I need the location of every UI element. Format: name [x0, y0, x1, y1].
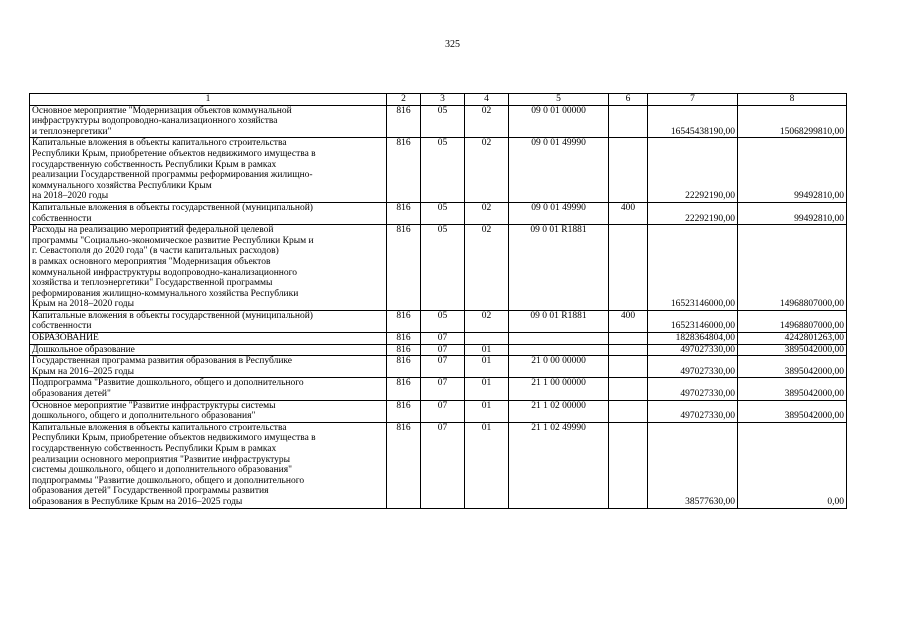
row-code-3: 07	[421, 344, 465, 356]
row-code-4	[465, 333, 509, 345]
row-code-6	[609, 138, 648, 203]
row-name: Капитальные вложения в объекты капитального строительства Республики Крым, приобретение объектов недвижимого имущества в государственную собственность Республики Крым в рамках реализации Государственной программы реформирования жилищно- коммунального хозяйства Республики Крым на 2018–2020 годы	[30, 138, 387, 203]
table-header-row	[30, 94, 847, 106]
row-code-5	[509, 344, 609, 356]
row-code-6	[609, 422, 648, 508]
row-name: Основное мероприятие "Модернизация объектов коммунальной инфраструктуры водопроводно-канализационного хозяйства и теплоэнергетики"	[30, 105, 387, 138]
row-code-3: 05	[421, 138, 465, 203]
row-code-4: 02	[465, 105, 509, 138]
row-amount-8: 4242801263,00	[738, 333, 847, 345]
row-code-2: 816	[387, 333, 421, 345]
row-code-4: 01	[465, 378, 509, 400]
row-code-5: 21 1 02 49990	[509, 422, 609, 508]
row-code-3: 05	[421, 310, 465, 332]
row-code-3: 05	[421, 202, 465, 224]
row-code-3: 07	[421, 378, 465, 400]
row-code-5: 21 1 02 00000	[509, 400, 609, 422]
row-code-4: 01	[465, 400, 509, 422]
row-code-5: 09 0 01 49990	[509, 138, 609, 203]
row-amount-7: 38577630,00	[648, 422, 738, 508]
row-code-2: 816	[387, 378, 421, 400]
row-code-4: 02	[465, 138, 509, 203]
header-cell: 4	[465, 94, 509, 106]
table-row	[30, 333, 847, 345]
row-code-3: 05	[421, 105, 465, 138]
row-code-6	[609, 333, 648, 345]
row-amount-7: 16523146000,00	[648, 310, 738, 332]
row-name: Государственная программа развития образования в Республике Крым на 2016–2025 годы	[30, 356, 387, 378]
row-code-5: 09 0 01 R1881	[509, 225, 609, 311]
table-row	[30, 400, 847, 422]
row-code-3: 07	[421, 422, 465, 508]
row-code-6	[609, 225, 648, 311]
row-code-5: 09 0 01 49990	[509, 202, 609, 224]
row-name: Капитальные вложения в объекты государственной (муниципальной) собственности	[30, 202, 387, 224]
row-code-2: 816	[387, 310, 421, 332]
row-name: Капитальные вложения в объекты государственной (муниципальной) собственности	[30, 310, 387, 332]
row-code-2: 816	[387, 225, 421, 311]
row-code-2: 816	[387, 202, 421, 224]
row-amount-7: 497027330,00	[648, 344, 738, 356]
row-code-5: 21 1 00 00000	[509, 378, 609, 400]
row-amount-7: 1828364804,00	[648, 333, 738, 345]
row-name: Основное мероприятие "Развитие инфраструктуры системы дошкольного, общего и дополнительного образования"	[30, 400, 387, 422]
header-cell: 7	[648, 94, 738, 106]
row-amount-7: 16523146000,00	[648, 225, 738, 311]
row-code-2: 816	[387, 138, 421, 203]
header-cell: 3	[421, 94, 465, 106]
row-code-4: 02	[465, 202, 509, 224]
row-code-4: 01	[465, 344, 509, 356]
header-cell: 5	[509, 94, 609, 106]
table-row	[30, 378, 847, 400]
row-code-4: 02	[465, 225, 509, 311]
row-code-6: 400	[609, 202, 648, 224]
table-row	[30, 310, 847, 332]
table-row	[30, 202, 847, 224]
row-code-5: 09 0 01 R1881	[509, 310, 609, 332]
row-amount-7: 16545438190,00	[648, 105, 738, 138]
row-code-5	[509, 333, 609, 345]
row-code-2: 816	[387, 344, 421, 356]
row-amount-8: 3895042000,00	[738, 400, 847, 422]
row-code-6	[609, 378, 648, 400]
row-amount-7: 497027330,00	[648, 356, 738, 378]
row-amount-8: 99492810,00	[738, 138, 847, 203]
row-code-2: 816	[387, 356, 421, 378]
table-row	[30, 356, 847, 378]
header-cell: 6	[609, 94, 648, 106]
row-amount-7: 497027330,00	[648, 378, 738, 400]
row-amount-8: 3895042000,00	[738, 356, 847, 378]
row-amount-8: 3895042000,00	[738, 344, 847, 356]
header-cell: 1	[30, 94, 387, 106]
row-amount-8: 14968807000,00	[738, 310, 847, 332]
row-code-6	[609, 400, 648, 422]
row-code-4: 02	[465, 310, 509, 332]
table-row	[30, 344, 847, 356]
table-row	[30, 225, 847, 311]
row-name: Подпрограмма "Развитие дошкольного, общего и дополнительного образования детей"	[30, 378, 387, 400]
row-code-6: 400	[609, 310, 648, 332]
row-name: Расходы на реализацию мероприятий федеральной целевой программы "Социально-экономическое развитие Республики Крым и г. Севастополя до 2020 года" (в части капитальных расходов) в рамках основного мероприятия "Модернизация объектов коммунальной инфраструктуры водопроводно-канализационного хозяйства и теплоэнергетики" Государственной программы реформирования жилищно-коммунального хозяйства Республики Крым на 2018–2020 годы	[30, 225, 387, 311]
table-row	[30, 138, 847, 203]
row-code-3: 07	[421, 356, 465, 378]
row-name: ОБРАЗОВАНИЕ	[30, 333, 387, 345]
row-amount-8: 0,00	[738, 422, 847, 508]
row-code-5: 21 0 00 00000	[509, 356, 609, 378]
table-row	[30, 105, 847, 138]
row-amount-8: 99492810,00	[738, 202, 847, 224]
row-code-3: 05	[421, 225, 465, 311]
row-amount-7: 22292190,00	[648, 202, 738, 224]
row-code-6	[609, 344, 648, 356]
table-row	[30, 422, 847, 508]
row-code-2: 816	[387, 105, 421, 138]
row-amount-8: 14968807000,00	[738, 225, 847, 311]
row-name: Дошкольное образование	[30, 344, 387, 356]
row-code-2: 816	[387, 400, 421, 422]
row-code-3: 07	[421, 333, 465, 345]
row-amount-7: 22292190,00	[648, 138, 738, 203]
row-code-6	[609, 356, 648, 378]
row-name: Капитальные вложения в объекты капитального строительства Республики Крым, приобретение объектов недвижимого имущества в государственную собственность Республики Крым в рамках реализации основного мероприятия "Развитие инфраструктуры системы дошкольного, общего и дополнительного образования" подпрограммы "Развитие дошкольного, общего и дополнительного образования детей" Государственной программы развития образования в Республике Крым на 2016–2025 годы	[30, 422, 387, 508]
row-code-4: 01	[465, 422, 509, 508]
row-code-2: 816	[387, 422, 421, 508]
row-code-6	[609, 105, 648, 138]
row-code-3: 07	[421, 400, 465, 422]
budget-table	[29, 93, 847, 509]
header-cell: 8	[738, 94, 847, 106]
row-code-5: 09 0 01 00000	[509, 105, 609, 138]
row-amount-8: 3895042000,00	[738, 378, 847, 400]
page-number: 325	[445, 39, 460, 50]
header-cell: 2	[387, 94, 421, 106]
row-code-4: 01	[465, 356, 509, 378]
row-amount-8: 15068299810,00	[738, 105, 847, 138]
row-amount-7: 497027330,00	[648, 400, 738, 422]
